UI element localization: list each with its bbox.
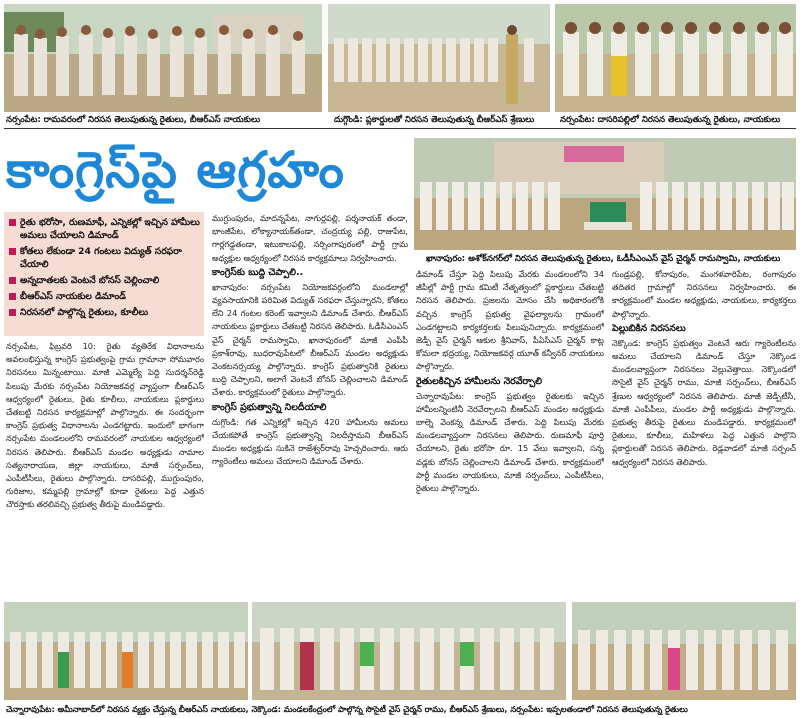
article-paragraph: దుగ్గొండి: గత ఎన్నికల్లో ఇచ్చిన 420 హామీలను అమలు చేయకపోతే కాంగ్రెస్ ప్రభుత్వాన్ని నిలదీస్తామని బీఆర్ఎస్ మండల అధ్యక్షుడు సుకినె రాజేశ్వర్‌రావు హెచ్చరించారు. ఆరు గ్యారెంటీలు అమలు చేయాలని డిమాండ్ చేశారు. [212,416,408,467]
caption-duggondi: దుగ్గొండి: ప్లకార్డులతో నిరసన తెలుపుతున్న బీఆర్ఎస్ శ్రేణులు [334,115,535,125]
caption-ramavaram: నర్సంపేట: రామవరంలో నిరసన తెలుపుతున్న రైతులు, బీఆర్ఎస్ నాయకులు [6,115,261,125]
photo-duggondi-protest [328,4,550,112]
photo-khanapuram-protest [414,138,796,250]
photo-ramavaram-protest [4,4,322,112]
highlights-box [4,212,204,336]
highlight-item: రైతు భరోసా, రుణమాఫీ, ఎన్నికల్లో ఇచ్చిన హామీలు అమలు చేయాలని డిమాండ్ [6,216,200,242]
caption-bottom: చెన్నారావుపేట: అమీనాబాద్‌లో నిరసన వ్యక్తం చేస్తున్న బీఆర్ఎస్ నాయకులు, నెక్కొండ: మండలకేంద్రంలో పాల్గొన్న సొసైటీ వైస్ చైర్మన్ రాము, బీఆర్ఎస్ శ్రేణులు, నర్సంపేట: ఇప్పలతండాలో నిరసన తెలుపుతున్న రైతులు [6,704,688,714]
subheading: పెల్లుబికిన నిరసనలు [612,322,686,334]
photo-dasaripalli-protest [555,4,796,112]
article-paragraph: నర్సంపేట, ఫిబ్రవరి 10: రైతు వ్యతిరేక విధానాలను అవలంభిస్తున్న కాంగ్రెస్ ప్రభుత్వంపై గ్రామ గ్రామానా సోమవారం నిరసనలు మిన్నంటాయి. మాజీ ఎమ్మెల్యే పెద్ది సుదర్శన్‌రెడ్డి పిలుపు మేరకు నర్సంపేట నియోజకవర్గ వ్యాప్తంగా బీఆర్ఎస్ ఆధ్వర్యంలో రైతులు, రైతు కూలీలు, నాయకులు ప్లకార్డులు చేతబట్టి నిరసన కార్యక్రమాల్లో పాల్గొన్నారు. ఈ సందర్భంగా కాంగ్రెస్ ప్రభుత్వ విధానాలను ఎండగట్టారు. ఇందులో భాగంగా నర్సంపేట మండలంలోని రామవరంలో నాయకుల ఆధ్వర్యంలో నిరసన తెలిపారు. బీఆర్ఎస్ మండల అధ్యక్షుడు నామాల సత్యనారాయణ, జిల్లా నాయకులు, మాజీ సర్పంచ్‌లు, ఎంపీటీసీలు, రైతులు పాల్గొన్నారు. దాసరిపల్లి, ముగ్దుంపురం, గురిజాల, కమ్మపల్లి గ్రామాల్లో కూడా రైతులు పెద్ద ఎత్తున చౌరస్తాకు తరలివచ్చి ప్రభుత్వ తీరుపై మండిపడ్డారు. [6,341,204,510]
caption-dasaripalli: నర్సంపేట: దాసరిపల్లిలో నిరసన తెలుపుతున్న రైతులు, నాయకులు [560,115,781,125]
photo-aminabad-protest [4,602,248,700]
subheading: కాంగ్రెస్ ప్రభుత్వాన్ని నిలదీయాలి [212,401,327,413]
article-paragraph: గుండ్రపల్లి, కోనాపురం, మంగళవారిపేట, రంగాపురం తదితర గ్రామాల్లో నిరసనలు నిర్వహించారు. ఈ కార్యక్రమంలో మండల అధ్యక్షుడు, నాయకులు, కార్యకర్తలు పాల్గొన్నారు. [612,269,796,319]
highlight-item: అన్నదాతలకు వెంటనే బోనస్ చెల్లించాలి [6,274,200,287]
headline: కాంగ్రెస్‌పై ఆగ్రహం [6,141,345,199]
article-column-4 [612,268,796,598]
highlight-item: నిరసనలో పాల్గొన్న రైతులు, కూలీలు [6,306,200,319]
article-column-3 [416,268,604,598]
subheading: కాంగ్రెస్‌కు బుద్ది చెప్పాలి.. [212,266,304,278]
subheading: రైతులకిచ్చిన హామీలను నెరవేర్చాలి [416,375,543,387]
article-paragraph: ఖానాపురం: నర్సంపేట నియోజకవర్గంలోని మండలాల్లో వ్యవసాయానికి పరిమిత విద్యుత్ సరఫరా చేస్తున్నారని, కోతలు లేని 24 గంటల కరెంట్ ఇవ్వాలని డిమాండ్ చేశారు. బీఆర్ఎస్ నాయకులు ప్లకార్డులు చేతబట్టి నిరసన తెలిపారు. ఓడీసీఎంఎస్ వైస్ చైర్మన్ రామస్వామి, ఖానాపురంలో మాజీ ఎంపీపీ ప్రకాశ్‌రావు, బుధరావుపేటలో బీఆర్ఎస్ మండల అధ్యక్షుడు వెంకటనర్సయ్య పాల్గొన్నారు. కాంగ్రెస్ ప్రభుత్వానికి రైతులు బుద్ది చెప్పాలని, అలాగే వెంటనే బోనస్ చెల్లించాలని డిమాండ్ చేశారు. కార్యక్రమంలో రైతులు పాల్గొన్నారు. [212,281,408,398]
article-paragraph: నెక్కొండ: కాంగ్రెస్ ప్రభుత్వం వెంటనే ఆరు గ్యారెంటీలను అమలు చేయాలని డిమాండ్ చేస్తూ నెక్కొండ మండలవ్యాప్తంగా నిరసనలు వెల్లువెత్తాయి. నెక్కొండలో సొసైటీ వైస్ చైర్మన్ రాము, మాజీ సర్పంచ్‌లు, బీఆర్ఎస్ శ్రేణుల ఆధ్వర్యంలో నిరసన తెలిపారు. మాజీ జెడ్పీటీసీ, మాజీ ఎంపీపీలు, మండల పార్టీ అధ్యక్షుడు పాల్గొన్నారు. ప్రభుత్వ తీరుపై రైతులు మండిపడ్డారు. కార్యక్రమంలో రైతులు, కూలీలు, మహిళలు పెద్ద ఎత్తున పాల్గొని ప్లకార్డులతో నిరసన తెలిపారు. రెడ్లవాడలో మాజీ సర్పంచ్ ఆధ్వర్యంలో నిరసన తెలిపారు. [612,337,796,467]
article-paragraph: ముగ్దుంపురం, మాదన్నపేట, నాగుర్లపల్లి, పర్శనాయక్ తండా, భాంజీపేట, లోక్యానాయక్‌తండా, చంద్రయ్య పల్లి, రాజుపేట, గార్లగడ్డతండా, ఇటుకాలపల్లి, నర్సింగాపురంలో పార్టీ గ్రామ అధ్యక్షుల ఆధ్వర్యంలో నిరసన కార్యక్రమాలు నిర్వహించారు. [212,213,408,263]
article-paragraph: డిమాండ్ చేస్తూ పెద్ది పిలుపు మేరకు మండలంలోని 34 జీపీల్లో పార్టీ గ్రామ కమిటీ నేతృత్వంలో ప్లకార్డులు చేతబట్టి నిరసన తెలిపారు. ప్రజలను మోసం చేసి అధికారంలోకి వచ్చిన కాంగ్రెస్ ప్రభుత్వ వైఫల్యాలను గ్రామంలో ఎండగట్టాలని కార్యకర్తలకు పిలుపునిచ్చారు. కార్యక్రమంలో జెడ్పీ వైస్ చైర్మన్ ఆకుల శ్రీనివాస్, పీఏసీఎస్ చైర్మన్ కాట్ల కోమలా భద్రయ్య, నియోజకవర్గ యూత్ కన్వీనర్ నాయకులు పాల్గొన్నారు. [416,269,604,372]
photo-ippalathanda-protest [572,602,796,700]
top-divider [4,128,796,129]
highlight-item: బీఆర్ఎస్ నాయకుల డిమాండ్ [6,290,200,303]
highlight-item: కోతలు లేకుండా 24 గంటలు విద్యుత్ సరఫరా చేయాలి [6,245,200,271]
article-column-2 [212,212,408,598]
caption-khanapuram: ఖానాపురం: అశోక్‌నగర్‌లో నిరసన తెలుపుతున్న రైతులు, ఓడీసీఎంఎస్ వైస్ చైర్మన్ రామస్వామి, నాయకులు [426,254,781,264]
article-column-1 [6,340,204,598]
article-paragraph: చెన్నారావుపేట: కాంగ్రెస్ ప్రభుత్వం రైతులకు ఇచ్చిన హామీలన్నింటినీ నెరవేర్చాలని బీఆర్ఎస్ మండల అధ్యక్షుడు బాల్నె వెంకన్న డిమాండ్ చేశారు. పెద్ది పిలుపు మేరకు మండలవ్యాప్తంగా నిరసనలు తెలిపారు. రుణమాఫీ పూర్తి చేయాలని, రైతు భరోసా రూ. 15 వేలు ఇవ్వాలని, సన్న వడ్లకు బోనస్ చెల్లించాలని డిమాండ్ చేశారు. కార్యక్రమంలో పార్టీ మండల నాయకులు, మాజీ సర్పంచ్‌లు, ఎంపీటీసీలు, రైతులు పాల్గొన్నారు. [416,390,604,494]
photo-nekkonda-protest [252,602,566,700]
